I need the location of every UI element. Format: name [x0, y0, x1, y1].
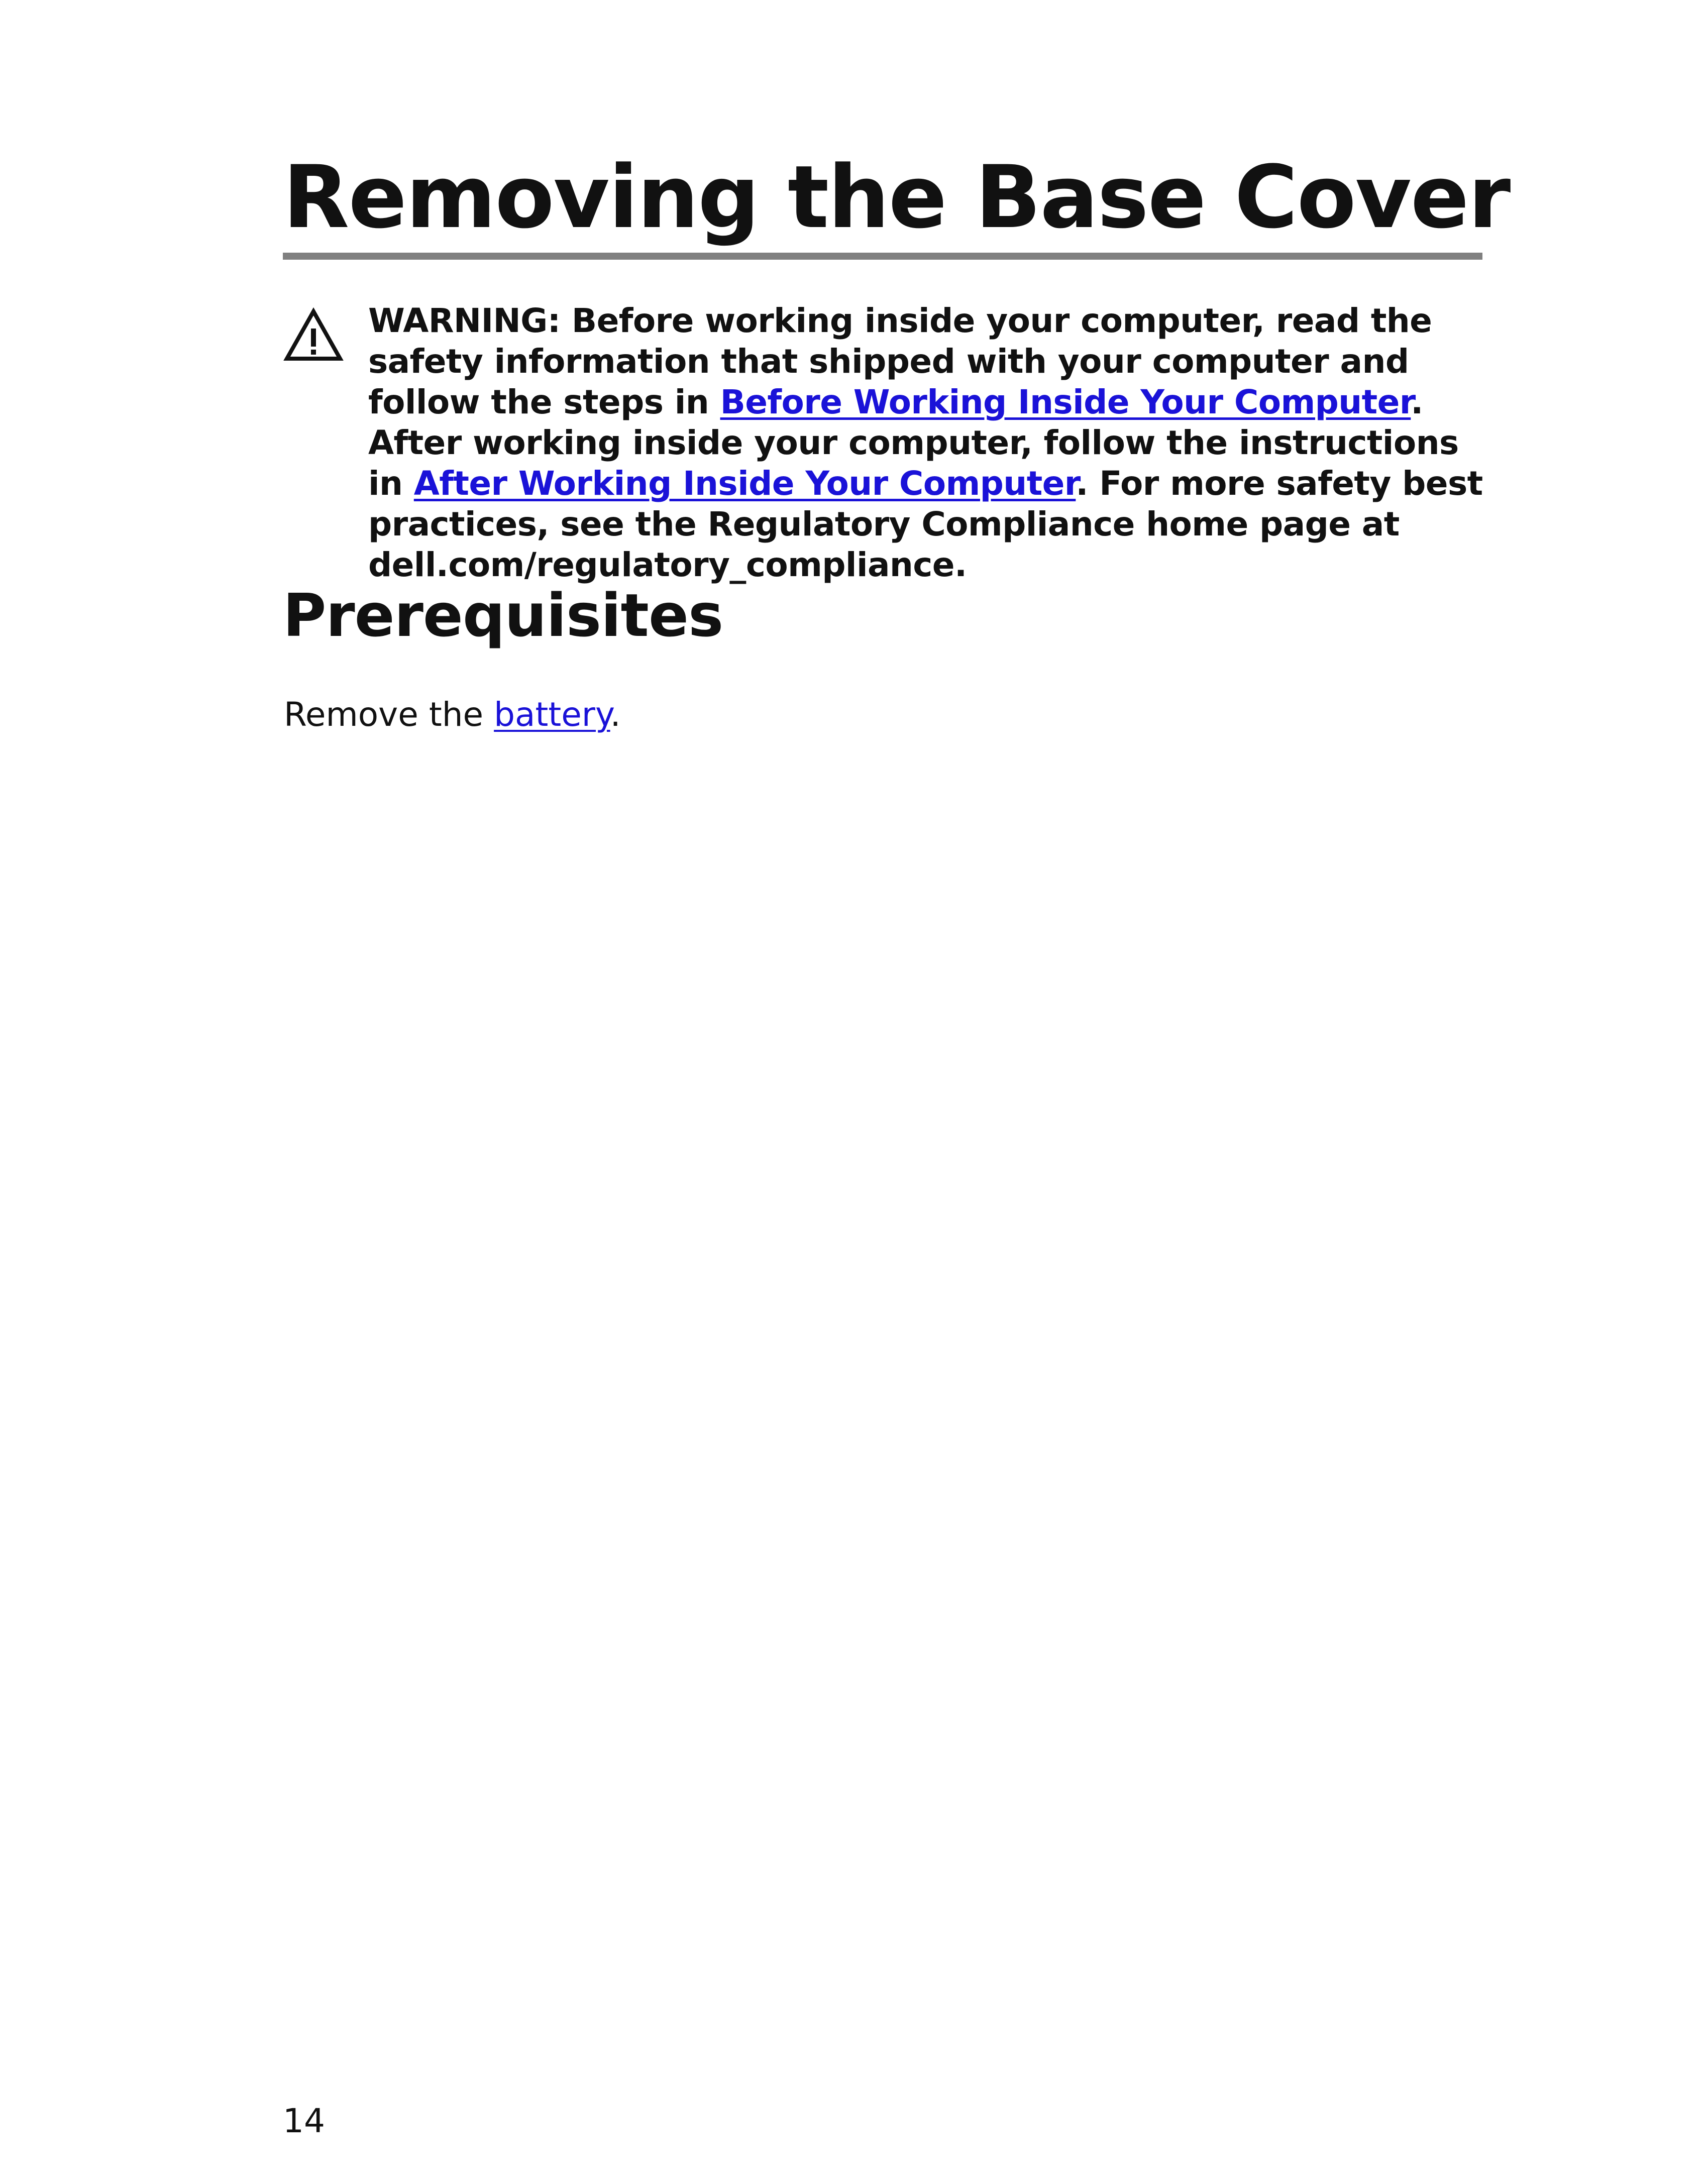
warning-text-part2: . After working inside your computer, follow the instructions in	[368, 383, 1459, 503]
prerequisites-instruction	[284, 695, 621, 734]
before-working-inside-link[interactable]: Before Working Inside Your Computer	[720, 383, 1411, 421]
prereq-text-after: .	[610, 695, 621, 734]
warning-triangle-icon	[283, 307, 344, 363]
warning-notice	[368, 300, 1504, 585]
warning-text-part3: . For more safety best practices, see the Regulatory Compliance home page at dell.com/regulatory_compliance.	[368, 464, 1483, 584]
after-working-inside-link[interactable]: After Working Inside Your Computer	[413, 464, 1076, 503]
battery-link[interactable]: battery	[494, 695, 610, 734]
prereq-text-before: Remove the	[284, 695, 494, 734]
warning-text-part1: WARNING: Before working inside your computer, read the safety information that shipped with your computer and follow the steps in	[368, 301, 1432, 421]
title-underline-rule	[283, 253, 1482, 260]
page-number: 14	[283, 2102, 325, 2140]
page-title: Removing the Base Cover	[283, 147, 1510, 248]
prerequisites-heading: Prerequisites	[283, 581, 723, 650]
